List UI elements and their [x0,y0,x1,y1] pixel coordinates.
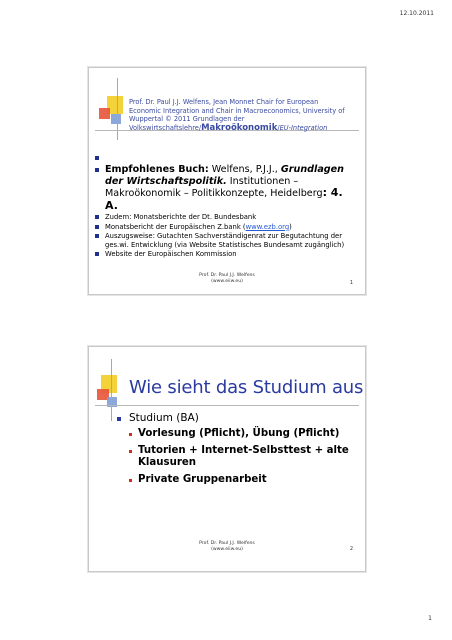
red-bullet-icon [129,433,132,436]
sub-item-text: Private Gruppenarbeit [138,473,267,485]
list-item-empty [95,152,357,163]
sub-item [129,474,357,487]
deco-square-red [99,108,110,119]
slide-number: 1 [349,280,353,286]
header-text: Prof. Dr. Paul J.J. Welfens, Jean Monnet Chair for European Economic Integration and Chair in Macroeconomics, University of Wuppertal © 2011 Grundlagen der Volkswirtschaftslehre/ [129,98,345,132]
footer-website: (www.eiiw.eu) [211,279,243,284]
item-text: Auszugsweise: Gutachten Sachverständigenrat zur Begutachtung der ges.wi. Entwicklung (via Website Statistisches Bundesamt zugänglich) [105,232,345,249]
item-text: Monatsbericht der Europäischen Z.bank ( [105,222,246,231]
list-item-studium [117,412,357,486]
bullet-icon [95,215,99,219]
bullet-icon [95,225,99,229]
slide-2 [88,346,366,572]
main-item-text: Studium (BA) [129,412,199,424]
bullet-icon [117,417,121,421]
book-author: Welfens, P.J.J., [208,164,281,175]
list-item-ezb [95,223,357,231]
footer-author: Prof. Dr. Paul J.J. Welfens [199,273,255,278]
item-text: Website der Europäischen Kommission [105,250,237,258]
footer-website: (www.eiiw.eu) [211,547,243,552]
list-item-gutachten [95,232,357,249]
sub-list [129,428,357,486]
red-bullet-icon [129,479,132,482]
sub-item [129,445,357,470]
book-details: Institutionen – Makroökonomik – Politikkonzepte, Heidelberg [105,175,323,200]
item-text-end: ) [289,222,292,231]
slide-2-list [117,412,357,490]
page-number: 1 [428,615,432,622]
slide-1-list [95,152,357,259]
slide-1 [88,67,366,295]
slide-title: Wie sieht das Studium aus [129,377,364,398]
list-item-book [95,164,357,212]
slide-1-header [129,98,349,132]
list-item-kommission [95,250,357,258]
deco-horizontal-line [95,405,359,406]
book-edition: : 4. A. [105,186,343,212]
bullet-icon [95,168,99,172]
sub-item-text: Vorlesung (Pflicht), Übung (Pflicht) [138,428,340,439]
list-item-bundesbank [95,213,357,221]
header-separator: / [277,123,280,132]
item-text: Zudem: Monatsberichte der Dt. Bundesbank [105,213,257,222]
header-italic: EU-Integration [279,123,328,132]
slide-number: 2 [349,546,353,552]
book-label: Empfohlenes Buch: [105,164,209,175]
slide-1-footer [89,273,365,285]
header-bold: Makroökonomik [201,122,278,133]
sub-item [129,428,357,441]
sub-item-text: Tutorien + Internet-Selbsttest + alte Klausuren [138,444,349,469]
red-bullet-icon [129,450,132,453]
bullet-icon [95,234,99,238]
footer-author: Prof. Dr. Paul J.J. Welfens [199,541,255,546]
deco-square-blue [111,114,121,124]
bullet-icon [95,252,99,256]
bullet-icon [95,156,99,160]
book-title: Grundlagen der Wirtschaftspolitik. [105,164,345,187]
page-date: 12.10.2011 [399,10,434,17]
slide-2-footer [89,541,365,553]
ezb-link[interactable]: www.ezb.org [245,222,290,231]
deco-vertical-line [111,359,112,421]
